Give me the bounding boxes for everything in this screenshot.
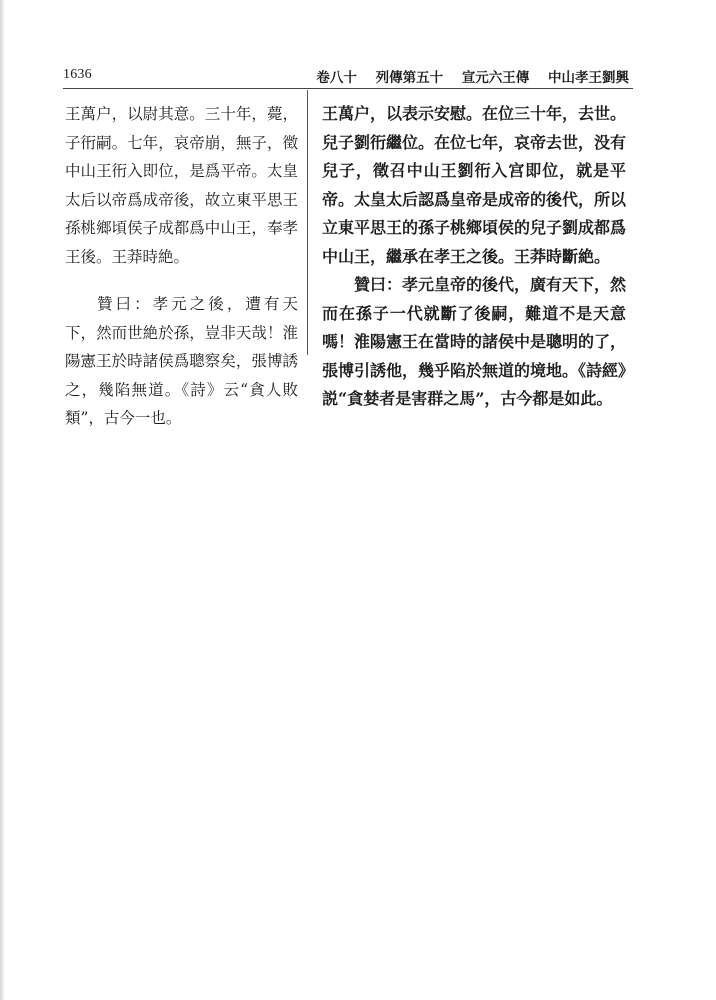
running-head-section: 宣元六王傳 bbox=[461, 70, 530, 86]
original-text-column bbox=[65, 100, 298, 433]
running-head-volume: 卷八十 bbox=[316, 70, 357, 86]
original-paragraph-1: 王萬户，以尉其意。三十年，薨，子衎嗣。七年，哀帝崩，無子，徵中山王衎入即位，是爲平帝。太皇太后以帝爲成帝後，故立東平思王孫桃鄉頃侯子成都爲中山王，奉孝王後。王莽時絶。 bbox=[65, 105, 298, 266]
page-number: 1636 bbox=[63, 67, 92, 82]
translation-paragraph-2: 贊曰：孝元皇帝的後代，廣有天下，然而在孫子一代就斷了後嗣，難道不是天意嗎！淮陽憲王在當時的諸侯中是聰明的了，張博引誘他，幾乎陷於無道的境地。《詩經》説“貪婪者是害群之馬”，古今都是如此。 bbox=[322, 275, 627, 408]
column-divider bbox=[307, 90, 308, 355]
running-head-chapter: 列傳第五十 bbox=[375, 70, 444, 86]
running-head-subject: 中山孝王劉興 bbox=[548, 70, 629, 86]
page-header bbox=[63, 64, 633, 90]
translation-column bbox=[322, 100, 626, 414]
header-rule bbox=[63, 88, 633, 89]
translation-paragraph-1: 王萬户，以表示安慰。在位三十年，去世。兒子劉衎繼位。在位七年，哀帝去世，没有兒子，徵召中山王劉衎入宫即位，就是平帝。太皇太后認爲皇帝是成帝的後代，所以立東平思王的孫子桃鄉頃侯的兒子劉成都爲中山王，繼承在孝王之後。王莽時斷絶。 bbox=[322, 104, 627, 266]
page-edge bbox=[0, 0, 5, 1000]
running-head bbox=[302, 66, 629, 86]
original-paragraph-2: 贊曰：孝元之後，遭有天下，然而世絶於孫，豈非天哉！淮陽憲王於時諸侯爲聰察矣，張博誘之，幾陷無道。《詩》云“貪人敗類”，古今一也。 bbox=[65, 295, 298, 427]
